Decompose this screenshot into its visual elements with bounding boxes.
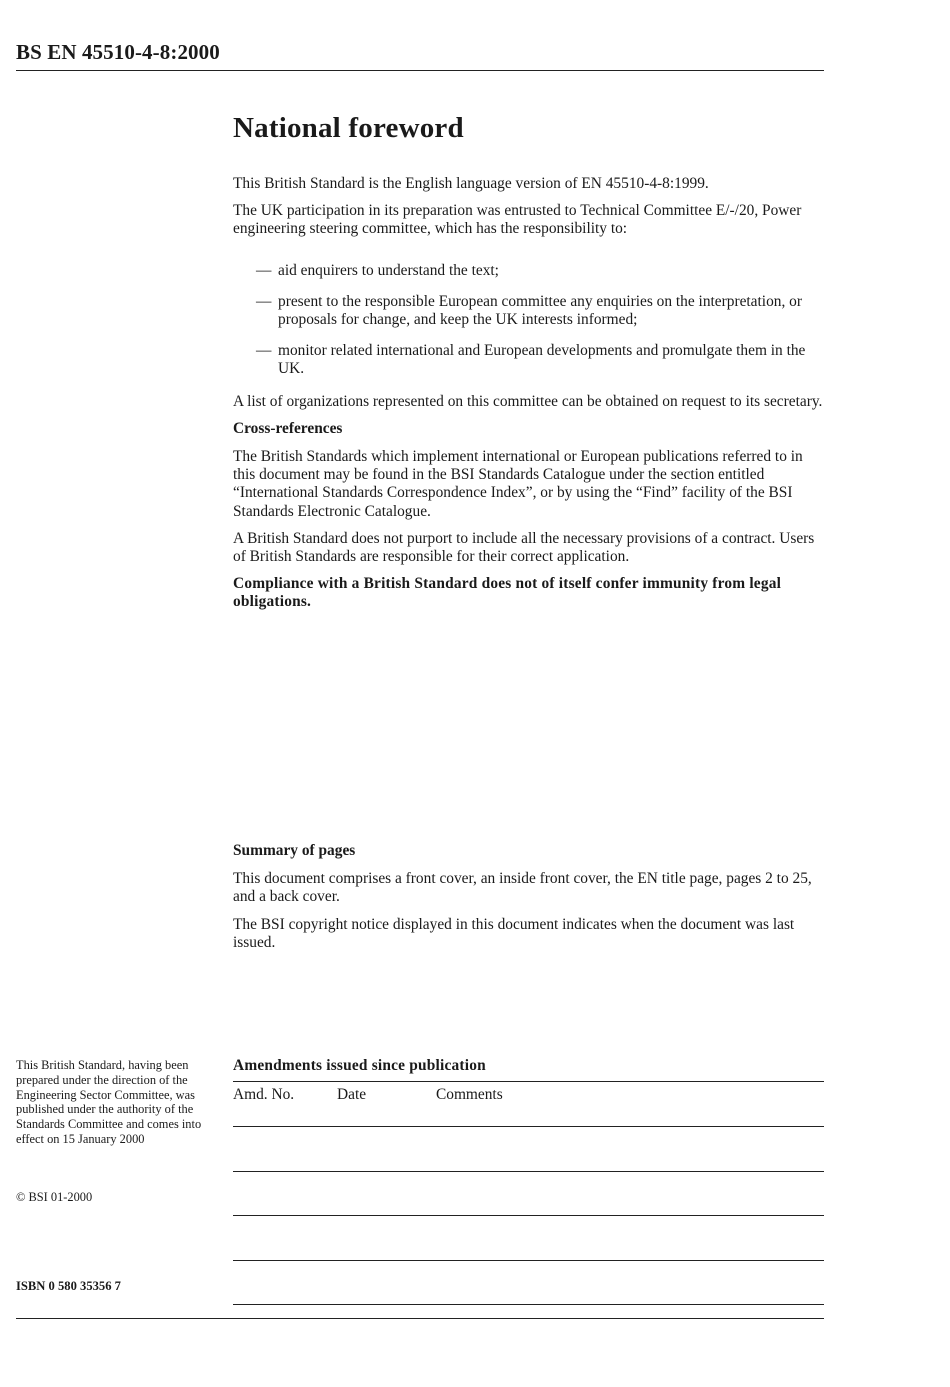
table-row — [233, 1216, 824, 1261]
amendments-heading: Amendments issued since publication — [233, 1057, 486, 1074]
column-header-comments: Comments — [436, 1082, 824, 1127]
header-rule — [16, 70, 824, 71]
list-item — [233, 293, 825, 329]
committee-paragraph: The UK participation in its preparation was entrusted to Technical Committee E/-/20, Power engineering steering committee, which has the responsibility to: — [233, 202, 802, 238]
summary-paragraph: This document comprises a front cover, an inside front cover, the EN title page, pages 2 to 25, and a back cover. — [233, 870, 812, 906]
list-item — [233, 342, 825, 378]
table-row — [233, 1127, 824, 1172]
intro-paragraph: This British Standard is the English language version of EN 45510-4-8:1999. — [233, 175, 709, 192]
footer-rule — [16, 1318, 824, 1319]
isbn: ISBN 0 580 35356 7 — [16, 1279, 121, 1293]
table-row — [233, 1260, 824, 1305]
table-header-row — [233, 1082, 824, 1127]
page-title: National foreword — [233, 112, 464, 144]
responsibility-list — [233, 262, 825, 379]
standard-number: BS EN 45510-4-8:2000 — [16, 40, 220, 64]
list-item — [233, 262, 825, 280]
copyright-notice-paragraph: The BSI copyright notice displayed in this document indicates when the document was last issued. — [233, 915, 795, 951]
column-header-date: Date — [337, 1082, 436, 1127]
dash-bullet: — — [256, 261, 272, 279]
table-row — [233, 1171, 824, 1216]
dash-bullet: — — [256, 342, 272, 360]
summary-section — [233, 842, 825, 961]
list-item-text: present to the responsible European committee any enquiries on the interpretation, or proposals for change, and keep the UK interests informed; — [278, 292, 802, 329]
list-item-text: monitor related international and European developments and promulgate them in the UK. — [278, 342, 806, 378]
list-item-text: aid enquirers to understand the text; — [278, 261, 499, 279]
cross-references-paragraph: The British Standards which implement international or European publications referred to in this document may be found in the BSI Standards Catalogue under the section entitled “International Standards Correspondence Index”, or by using the “Find” facility of the BSI Standards Electronic Catalogue. — [233, 448, 803, 520]
amendments-table — [233, 1081, 824, 1305]
publication-note: This British Standard, having been prepared under the direction of the Engineering Sector Committee, was published under the authority of the Standards Committee and comes into effect on 15 January 2000 — [16, 1058, 202, 1146]
dash-bullet: — — [256, 292, 272, 310]
copyright-line: © BSI 01-2000 — [16, 1190, 93, 1204]
column-header-amd-no: Amd. No. — [233, 1082, 337, 1127]
organizations-paragraph: A list of organizations represented on this committee can be obtained on request to its secretary. — [233, 392, 823, 410]
amendments-section — [233, 1057, 824, 1305]
national-foreword-section — [233, 110, 825, 621]
compliance-paragraph: Compliance with a British Standard does not of itself confer immunity from legal obligations. — [233, 575, 782, 611]
contract-paragraph: A British Standard does not purport to include all the necessary provisions of a contract. Users of British Standards are responsible for their correct application. — [233, 529, 815, 566]
cross-references-heading: Cross-references — [233, 419, 343, 437]
summary-heading: Summary of pages — [233, 842, 356, 859]
